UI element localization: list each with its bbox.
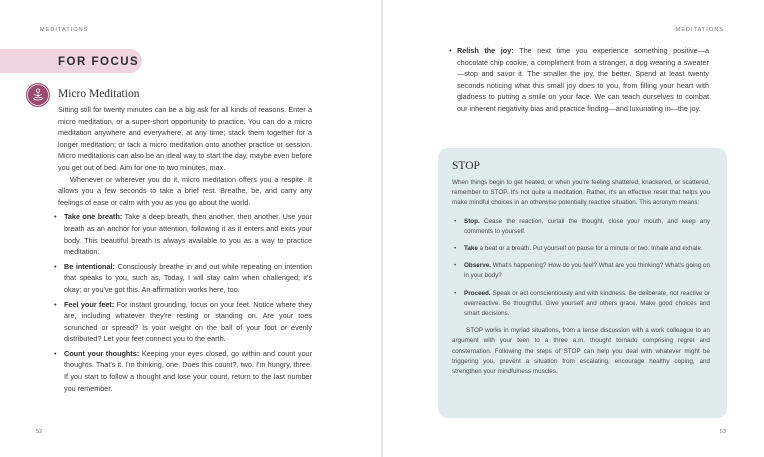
stop-item bbox=[452, 244, 710, 254]
stop-item-label: Take bbox=[464, 245, 478, 253]
stop-item-text: Cease the reaction, curtail the thought, close your mouth, and keep any comments to yourself. bbox=[464, 217, 710, 235]
bullet-text: For instant grounding, focus on your feet. Notice where they are, including whatever they're resting or standing on. Are your toes scrunched or spread? Is your weight on the ball of your foot or evenly distributed? Let your feet connect you to the earth. bbox=[64, 299, 313, 344]
running-head: MEDITATIONS bbox=[40, 27, 89, 33]
left-page bbox=[0, 0, 381, 457]
bullet-label: Take one breath: bbox=[64, 212, 123, 222]
stop-item-text: Speak or act conscientiously and with kindness. Be deliberate, not reactive or overreactive. Be thoughtful. Give yourself and others grace. Make good choices and smart decisions. bbox=[464, 289, 710, 318]
bullet-list bbox=[457, 45, 709, 115]
stop-item-label: Stop. bbox=[464, 217, 480, 225]
stop-item bbox=[452, 217, 710, 237]
bullet-list bbox=[58, 211, 312, 394]
paragraph: Sitting still for twenty minutes can be a big ask for all kinds of reasons. Enter a micro meditation, or a super-short opportunity to practice. You can do a micro meditation anywhere and everywhere, at any time; stack them together for a longer meditation; or tack a micro meditation onto another practice or session. Micro meditations can also be an ideal way to start the day, maybe even before you get out of bed. Aim for one to two minutes, max. bbox=[58, 105, 312, 172]
bullet-item bbox=[58, 211, 312, 257]
section-title: FOR FOCUS bbox=[58, 56, 140, 68]
subhead: Micro Meditation bbox=[58, 88, 140, 100]
bullet-item bbox=[58, 348, 312, 394]
section-banner bbox=[0, 49, 142, 73]
bullet-text: Consciously breathe in and out while repeating on intention that speaks to you, such as, Today, I will stay calm when challenged; it's okay; or you've got this. An affirmation works here, too. bbox=[64, 261, 312, 294]
page-number: 53 bbox=[719, 429, 726, 435]
paragraph: Whenever or wherever you do it, micro meditation offers you a respite. It allows you a few seconds to take a brief rest. Breathe, be, and carry any feelings of ease or calm with you as you go about the world. bbox=[58, 174, 312, 207]
stop-item-text: a beat or a breath. Put yourself on pause for a minute or two. Inhale and exhale. bbox=[477, 245, 703, 253]
stop-item-text: What's happening? How do you feel? What are you thinking? What's going on in your body? bbox=[464, 262, 710, 280]
stop-sidebar bbox=[438, 148, 727, 418]
bullet-label: Feel your feet: bbox=[64, 299, 115, 309]
page-number: 52 bbox=[36, 429, 43, 435]
bullet-label: Be intentional: bbox=[64, 261, 115, 271]
sidebar-title: STOP bbox=[452, 160, 480, 172]
meditation-figure-icon bbox=[26, 83, 50, 107]
body-text bbox=[457, 45, 709, 115]
sidebar-intro: When things begin to get heated, or when you're feeling shattered, knackered, or scattered, remember to STOP. It's not quite a meditation. Rather, it's an effective reset that helps you make mindful choices in an otherwise potentially reactive situation. This acronym means: bbox=[452, 179, 710, 207]
bullet-label: Relish the joy: bbox=[457, 46, 514, 55]
bullet-label: Count your thoughts: bbox=[64, 348, 140, 358]
running-head: MEDITATIONS bbox=[675, 27, 724, 33]
stop-item-label: Proceed. bbox=[464, 289, 491, 297]
body-text bbox=[58, 104, 312, 394]
bullet-item bbox=[457, 45, 709, 115]
bullet-text: The next time you experience something positive—a chocolate chip cookie, a compliment from a stranger, a dog wearing a sweater—stop and savor it. The smaller the joy, the better. Spend at least twenty seconds noticing what this small joy does to you, from filling your heart with gladness to putting a smile on your face. We can teach ourselves to combat our inherent negativity bias and practice finding—and luxuriating in—the joy. bbox=[457, 46, 709, 113]
stop-item bbox=[452, 261, 710, 281]
stop-item-label: Observe. bbox=[464, 262, 491, 270]
bullet-item bbox=[58, 261, 312, 296]
stop-list bbox=[452, 217, 710, 320]
right-page bbox=[383, 0, 764, 457]
bullet-item bbox=[58, 299, 312, 345]
bullet-text: Keeping your eyes closed, go within and count your thoughts. That's it. I'm thinking, one. Does this count?, two. I'm hungry, three. If you start to follow a thought and lose your count, return to the last number you remember. bbox=[64, 348, 312, 393]
sidebar-body bbox=[452, 178, 710, 377]
sidebar-outro: STOP works in myriad situations, from a tense discussion with a work colleague to an argument with your teen to a three a.m. thought tornado comprising regret and consternation. Following the steps of STOP can help you deal with whatever might be triggering you, prevent a situation from escalating, encourage healthy coping, and strengthen your mindfulness muscles. bbox=[452, 327, 710, 376]
stop-item bbox=[452, 289, 710, 320]
bullet-text: Take a deep breath, then another, then another. Use your breath as an anchor for your attention, following it as it enters and exits your body. This beautiful breath is always available to you as a way to practice meditation. bbox=[64, 212, 312, 257]
